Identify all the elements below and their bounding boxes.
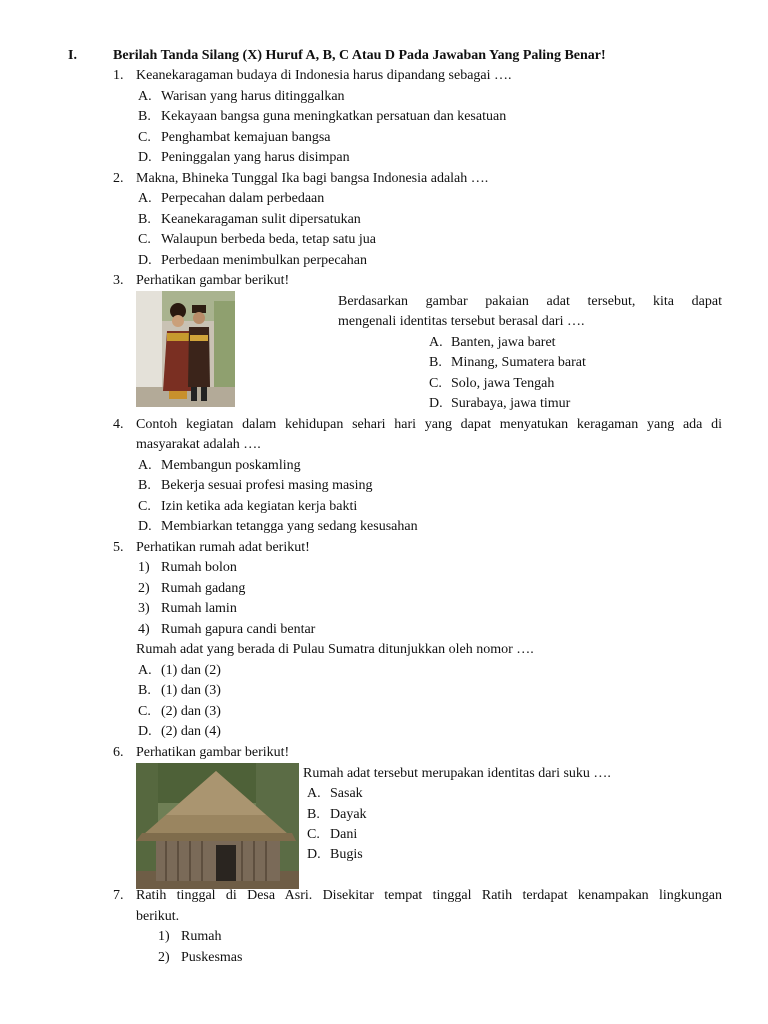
question-description: Berdasarkan gambar pakaian adat tersebut, kita dapat bbox=[338, 294, 722, 309]
question-number: 4. bbox=[113, 417, 124, 432]
question-description: mengenali identitas tersebut berasal dari …. bbox=[338, 314, 585, 329]
question-number: 1. bbox=[113, 68, 124, 83]
option-letter: A. bbox=[138, 458, 152, 473]
traditional-house-photo bbox=[136, 763, 299, 889]
option-letter: D. bbox=[138, 519, 152, 534]
option-text: Surabaya, jawa timur bbox=[451, 396, 571, 411]
option-text: Kekayaan bangsa guna meningkatkan persatuan dan kesatuan bbox=[161, 109, 507, 124]
option-letter: A. bbox=[429, 335, 443, 350]
section-title: Berilah Tanda Silang (X) Huruf A, B, C Atau D Pada Jawaban Yang Paling Benar! bbox=[113, 48, 606, 63]
option-text: Izin ketika ada kegiatan kerja bakti bbox=[161, 499, 358, 514]
option-text: Perbedaan menimbulkan perpecahan bbox=[161, 253, 368, 268]
traditional-costume-photo bbox=[136, 291, 235, 407]
option-letter: D. bbox=[138, 724, 152, 739]
list-item-number: 4) bbox=[138, 622, 150, 637]
option-letter: D. bbox=[307, 847, 321, 862]
question-text: Perhatikan gambar berikut! bbox=[136, 273, 290, 288]
list-item-number: 1) bbox=[138, 560, 150, 575]
option-letter: A. bbox=[138, 663, 152, 678]
option-text: Perpecahan dalam perbedaan bbox=[161, 191, 325, 206]
option-text: Bekerja sesuai profesi masing masing bbox=[161, 478, 373, 493]
question-text: Perhatikan rumah adat berikut! bbox=[136, 540, 310, 555]
option-letter: A. bbox=[307, 786, 321, 801]
option-letter: B. bbox=[138, 109, 151, 124]
option-text: Minang, Sumatera barat bbox=[451, 355, 586, 370]
question-number: 2. bbox=[113, 171, 124, 186]
option-letter: C. bbox=[138, 232, 151, 247]
list-item-text: Rumah gadang bbox=[161, 581, 246, 596]
question-number: 7. bbox=[113, 888, 124, 903]
option-letter: B. bbox=[138, 683, 151, 698]
option-letter: B. bbox=[307, 807, 320, 822]
option-letter: D. bbox=[138, 253, 152, 268]
list-item-number: 1) bbox=[158, 929, 170, 944]
list-item-number: 3) bbox=[138, 601, 150, 616]
option-text: Membiarkan tetangga yang sedang kesusahan bbox=[161, 519, 418, 534]
option-letter: C. bbox=[429, 376, 442, 391]
question-text: masyarakat adalah …. bbox=[136, 437, 261, 452]
question-text: Perhatikan gambar berikut! bbox=[136, 745, 290, 760]
option-letter: B. bbox=[138, 212, 151, 227]
question-text: Makna, Bhineka Tunggal Ika bagi bangsa Indonesia adalah …. bbox=[136, 171, 489, 186]
option-text: Membangun poskamling bbox=[161, 458, 301, 473]
question-text: Keanekaragaman budaya di Indonesia harus dipandang sebagai …. bbox=[136, 68, 512, 83]
list-item-text: Rumah lamin bbox=[161, 601, 237, 616]
option-text: (2) dan (4) bbox=[161, 724, 221, 739]
list-item-text: Puskesmas bbox=[181, 950, 243, 965]
section-numeral: I. bbox=[68, 48, 77, 63]
option-text: Dayak bbox=[330, 807, 367, 822]
option-letter: A. bbox=[138, 191, 152, 206]
option-letter: D. bbox=[429, 396, 443, 411]
option-text: (2) dan (3) bbox=[161, 704, 221, 719]
option-text: Penghambat kemajuan bangsa bbox=[161, 130, 331, 145]
option-letter: A. bbox=[138, 89, 152, 104]
question-number: 5. bbox=[113, 540, 124, 555]
option-text: Dani bbox=[330, 827, 358, 842]
option-text: Solo, jawa Tengah bbox=[451, 376, 555, 391]
question-text: Contoh kegiatan dalam kehidupan sehari hari yang dapat menyatukan keragaman yang ada di bbox=[136, 417, 722, 432]
option-letter: C. bbox=[138, 130, 151, 145]
option-text: Peninggalan yang harus disimpan bbox=[161, 150, 350, 165]
question-text: berikut. bbox=[136, 909, 180, 924]
list-item-text: Rumah gapura candi bentar bbox=[161, 622, 316, 637]
option-text: (1) dan (2) bbox=[161, 663, 221, 678]
question-number: 6. bbox=[113, 745, 124, 760]
option-letter: B. bbox=[138, 478, 151, 493]
list-item-text: Rumah bbox=[181, 929, 222, 944]
option-letter: C. bbox=[307, 827, 320, 842]
option-text: Warisan yang harus ditinggalkan bbox=[161, 89, 345, 104]
option-letter: C. bbox=[138, 704, 151, 719]
option-text: Keanekaragaman sulit dipersatukan bbox=[161, 212, 361, 227]
question-description: Rumah adat tersebut merupakan identitas dari suku …. bbox=[303, 766, 611, 781]
option-letter: C. bbox=[138, 499, 151, 514]
option-text: Bugis bbox=[330, 847, 363, 862]
list-item-number: 2) bbox=[158, 950, 170, 965]
question-text: Rumah adat yang berada di Pulau Sumatra ditunjukkan oleh nomor …. bbox=[136, 642, 534, 657]
option-text: Banten, jawa baret bbox=[451, 335, 556, 350]
option-letter: B. bbox=[429, 355, 442, 370]
option-letter: D. bbox=[138, 150, 152, 165]
question-number: 3. bbox=[113, 273, 124, 288]
list-item-text: Rumah bolon bbox=[161, 560, 237, 575]
question-text: Ratih tinggal di Desa Asri. Disekitar tempat tinggal Ratih terdapat kenampakan lingkungan bbox=[136, 888, 722, 903]
option-text: Walaupun berbeda beda, tetap satu jua bbox=[161, 232, 377, 247]
list-item-number: 2) bbox=[138, 581, 150, 596]
option-text: (1) dan (3) bbox=[161, 683, 221, 698]
option-text: Sasak bbox=[330, 786, 363, 801]
